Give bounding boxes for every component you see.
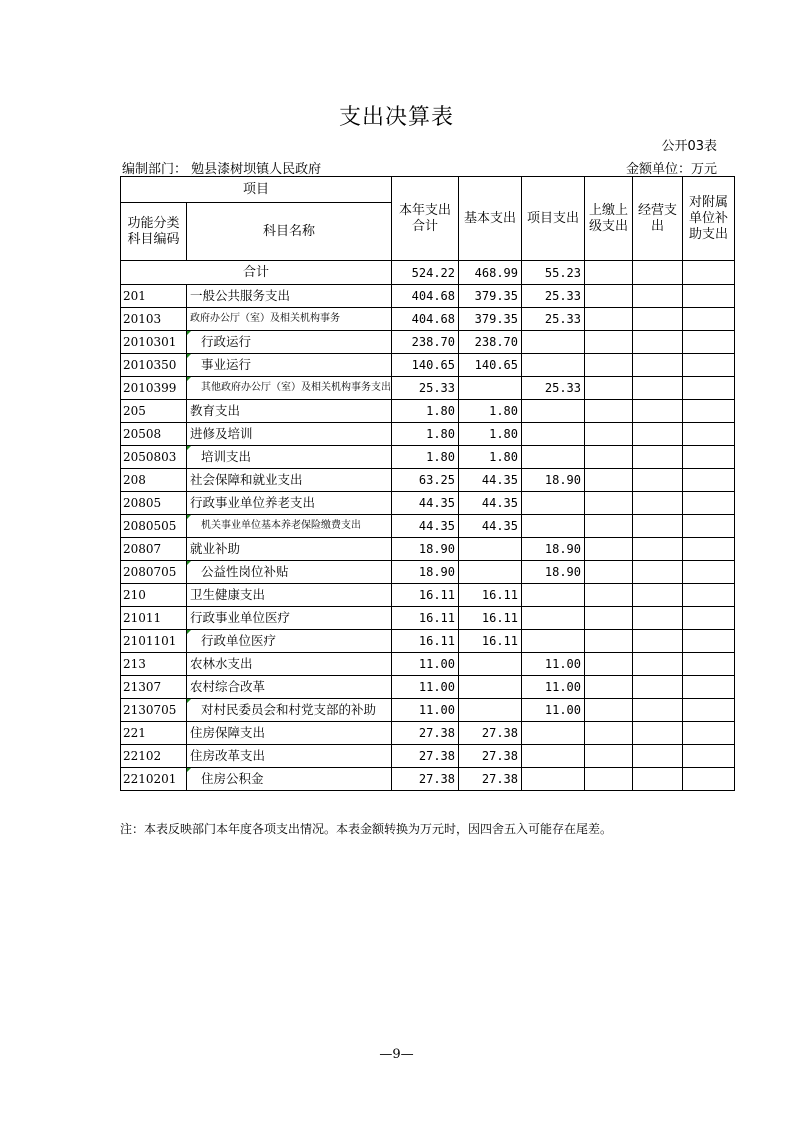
row-project: 18.90 [522, 538, 585, 561]
row-subsidy [683, 630, 735, 653]
row-operating [633, 308, 683, 331]
row-total: 11.00 [392, 699, 459, 722]
row-project [522, 400, 585, 423]
row-total: 238.70 [392, 331, 459, 354]
row-upper [585, 446, 633, 469]
row-name [187, 377, 392, 400]
table-row [121, 538, 735, 561]
row-subsidy [683, 285, 735, 308]
row-upper [585, 538, 633, 561]
row-code: 2010301 [121, 331, 187, 354]
row-project [522, 354, 585, 377]
row-upper [585, 745, 633, 768]
row-upper [585, 768, 633, 791]
row-subsidy [683, 423, 735, 446]
form-code: 公开03表 [661, 139, 717, 154]
row-operating [633, 446, 683, 469]
header-basic: 基本支出 [459, 177, 522, 261]
row-subsidy [683, 377, 735, 400]
row-name-text: 就业补助 [190, 541, 241, 556]
total-project: 55.23 [522, 261, 585, 285]
row-basic: 27.38 [459, 768, 522, 791]
row-operating [633, 515, 683, 538]
row-total: 1.80 [392, 400, 459, 423]
row-code: 20103 [121, 308, 187, 331]
cell-marker-icon [187, 331, 191, 335]
header-operating: 经营支 出 [633, 177, 683, 261]
row-code: 20807 [121, 538, 187, 561]
total-upper [585, 261, 633, 285]
row-total: 18.90 [392, 538, 459, 561]
cell-marker-icon [187, 354, 191, 358]
row-code: 205 [121, 400, 187, 423]
row-project [522, 492, 585, 515]
row-name [187, 354, 392, 377]
row-subsidy [683, 492, 735, 515]
row-operating [633, 331, 683, 354]
row-project: 11.00 [522, 653, 585, 676]
row-total: 16.11 [392, 630, 459, 653]
row-upper [585, 561, 633, 584]
row-basic: 16.11 [459, 630, 522, 653]
row-name [187, 400, 392, 423]
row-total: 16.11 [392, 584, 459, 607]
row-name-text: 其他政府办公厅（室）及相关机构事务支出 [201, 382, 391, 393]
table-row [121, 354, 735, 377]
row-project: 25.33 [522, 285, 585, 308]
row-total: 44.35 [392, 492, 459, 515]
row-total: 404.68 [392, 308, 459, 331]
row-name [187, 492, 392, 515]
row-total: 1.80 [392, 446, 459, 469]
row-name [187, 515, 392, 538]
row-basic: 16.11 [459, 607, 522, 630]
row-name [187, 584, 392, 607]
row-subsidy [683, 400, 735, 423]
row-total: 27.38 [392, 722, 459, 745]
row-name-text: 行政事业单位医疗 [190, 610, 291, 625]
row-project [522, 630, 585, 653]
row-subsidy [683, 561, 735, 584]
row-operating [633, 653, 683, 676]
table-row [121, 653, 735, 676]
header-name: 科目名称 [187, 203, 392, 261]
row-name-text: 机关事业单位基本养老保险缴费支出 [201, 520, 361, 531]
row-project [522, 607, 585, 630]
unit-label: 金额单位：万元 [625, 162, 717, 177]
row-upper [585, 676, 633, 699]
row-basic [459, 561, 522, 584]
cell-marker-icon [187, 561, 191, 565]
row-name-text: 事业运行 [201, 357, 252, 372]
table-row [121, 699, 735, 722]
row-subsidy [683, 538, 735, 561]
table-row [121, 745, 735, 768]
row-code: 210 [121, 584, 187, 607]
row-subsidy [683, 354, 735, 377]
row-basic: 27.38 [459, 722, 522, 745]
row-basic: 44.35 [459, 515, 522, 538]
row-basic [459, 538, 522, 561]
row-name-text: 培训支出 [201, 449, 252, 464]
table-row [121, 377, 735, 400]
row-subsidy [683, 676, 735, 699]
cell-marker-icon [187, 630, 191, 634]
row-code: 2080705 [121, 561, 187, 584]
row-operating [633, 285, 683, 308]
row-basic: 1.80 [459, 446, 522, 469]
table-row [121, 423, 735, 446]
header-upper: 上缴上 级支出 [585, 177, 633, 261]
row-upper [585, 699, 633, 722]
row-name [187, 538, 392, 561]
row-basic: 379.35 [459, 308, 522, 331]
row-total: 140.65 [392, 354, 459, 377]
expenditure-table [120, 176, 735, 791]
row-project [522, 331, 585, 354]
row-operating [633, 400, 683, 423]
row-subsidy [683, 745, 735, 768]
header-project: 项目支出 [522, 177, 585, 261]
row-name [187, 423, 392, 446]
page-number: —9— [379, 1047, 414, 1062]
table-row [121, 722, 735, 745]
row-name [187, 469, 392, 492]
table-row [121, 469, 735, 492]
row-name [187, 699, 392, 722]
row-upper [585, 400, 633, 423]
row-total: 404.68 [392, 285, 459, 308]
row-total: 18.90 [392, 561, 459, 584]
row-basic [459, 676, 522, 699]
header-code: 功能分类 科目编码 [121, 203, 187, 261]
table-row [121, 515, 735, 538]
row-total: 11.00 [392, 653, 459, 676]
row-operating [633, 377, 683, 400]
table-row [121, 308, 735, 331]
row-subsidy [683, 607, 735, 630]
row-name-text: 农村综合改革 [190, 679, 266, 694]
table-row [121, 561, 735, 584]
row-basic [459, 653, 522, 676]
row-project: 25.33 [522, 377, 585, 400]
row-basic: 1.80 [459, 400, 522, 423]
row-total: 11.00 [392, 676, 459, 699]
row-basic: 379.35 [459, 285, 522, 308]
row-code: 20805 [121, 492, 187, 515]
row-name [187, 308, 392, 331]
cell-marker-icon [187, 768, 191, 772]
row-project [522, 768, 585, 791]
row-code: 2010350 [121, 354, 187, 377]
row-name-text: 对村民委员会和村党支部的补助 [201, 702, 377, 717]
page-title: 支出决算表 [338, 105, 454, 130]
row-code: 2101101 [121, 630, 187, 653]
row-name [187, 607, 392, 630]
row-code: 21011 [121, 607, 187, 630]
row-operating [633, 745, 683, 768]
row-upper [585, 285, 633, 308]
row-total: 44.35 [392, 515, 459, 538]
row-basic: 238.70 [459, 331, 522, 354]
row-subsidy [683, 469, 735, 492]
row-project [522, 515, 585, 538]
row-name [187, 630, 392, 653]
row-operating [633, 699, 683, 722]
row-operating [633, 423, 683, 446]
table-row [121, 331, 735, 354]
cell-marker-icon [187, 699, 191, 703]
table-row [121, 630, 735, 653]
row-code: 22102 [121, 745, 187, 768]
row-subsidy [683, 699, 735, 722]
row-operating [633, 607, 683, 630]
row-code: 2210201 [121, 768, 187, 791]
row-project [522, 446, 585, 469]
table-row [121, 607, 735, 630]
row-name-text: 住房改革支出 [190, 748, 266, 763]
row-operating [633, 722, 683, 745]
row-total: 27.38 [392, 768, 459, 791]
row-subsidy [683, 722, 735, 745]
row-basic: 16.11 [459, 584, 522, 607]
table-row [121, 400, 735, 423]
row-basic: 27.38 [459, 745, 522, 768]
header-item: 项目 [121, 177, 392, 203]
row-basic: 1.80 [459, 423, 522, 446]
row-name [187, 331, 392, 354]
row-upper [585, 653, 633, 676]
cell-marker-icon [187, 377, 191, 381]
row-operating [633, 768, 683, 791]
row-project [522, 423, 585, 446]
row-name [187, 653, 392, 676]
row-project [522, 722, 585, 745]
total-label: 合计 [121, 261, 392, 285]
header-total: 本年支出 合计 [392, 177, 459, 261]
row-upper [585, 607, 633, 630]
row-subsidy [683, 768, 735, 791]
row-upper [585, 584, 633, 607]
header-subsidy: 对附属 单位补 助支出 [683, 177, 735, 261]
row-code: 208 [121, 469, 187, 492]
row-name-text: 社会保障和就业支出 [190, 472, 303, 487]
row-upper [585, 469, 633, 492]
row-upper [585, 377, 633, 400]
row-basic [459, 377, 522, 400]
row-basic [459, 699, 522, 722]
row-name [187, 446, 392, 469]
row-operating [633, 492, 683, 515]
row-name-text: 行政运行 [201, 334, 252, 349]
row-name-text: 行政事业单位养老支出 [190, 495, 316, 510]
row-name-text: 住房公积金 [201, 771, 264, 786]
row-upper [585, 423, 633, 446]
row-code: 201 [121, 285, 187, 308]
row-project: 18.90 [522, 469, 585, 492]
total-basic: 468.99 [459, 261, 522, 285]
row-total: 1.80 [392, 423, 459, 446]
row-name-text: 农林水支出 [190, 656, 253, 671]
row-code: 21307 [121, 676, 187, 699]
row-subsidy [683, 331, 735, 354]
row-code: 221 [121, 722, 187, 745]
cell-marker-icon [187, 515, 191, 519]
row-operating [633, 561, 683, 584]
row-name [187, 768, 392, 791]
row-project: 11.00 [522, 676, 585, 699]
row-code: 20508 [121, 423, 187, 446]
row-name-text: 教育支出 [190, 403, 241, 418]
row-operating [633, 538, 683, 561]
row-subsidy [683, 308, 735, 331]
table-row [121, 584, 735, 607]
row-subsidy [683, 653, 735, 676]
cell-marker-icon [187, 446, 191, 450]
row-name-text: 政府办公厅（室）及相关机构事务 [190, 313, 340, 324]
footnote: 注：本表反映部门本年度各项支出情况。本表金额转换为万元时，因四舍五入可能存在尾差。 [120, 822, 613, 836]
row-code: 2130705 [121, 699, 187, 722]
row-operating [633, 354, 683, 377]
row-name [187, 745, 392, 768]
row-name [187, 676, 392, 699]
row-code: 2010399 [121, 377, 187, 400]
row-code: 2080505 [121, 515, 187, 538]
row-project: 11.00 [522, 699, 585, 722]
row-name [187, 285, 392, 308]
table-row [121, 285, 735, 308]
row-name-text: 一般公共服务支出 [190, 288, 291, 303]
total-operating [633, 261, 683, 285]
row-subsidy [683, 446, 735, 469]
row-total: 25.33 [392, 377, 459, 400]
row-upper [585, 331, 633, 354]
row-operating [633, 676, 683, 699]
row-code: 2050803 [121, 446, 187, 469]
row-upper [585, 630, 633, 653]
row-name [187, 561, 392, 584]
row-project: 25.33 [522, 308, 585, 331]
table-row [121, 446, 735, 469]
row-code: 213 [121, 653, 187, 676]
row-operating [633, 469, 683, 492]
row-subsidy [683, 584, 735, 607]
row-name [187, 722, 392, 745]
table-row [121, 492, 735, 515]
department-label: 编制部门： 勉县漆树坝镇人民政府 [122, 162, 322, 177]
total-amount: 524.22 [392, 261, 459, 285]
row-basic: 140.65 [459, 354, 522, 377]
row-upper [585, 308, 633, 331]
row-operating [633, 584, 683, 607]
row-name-text: 住房保障支出 [190, 725, 266, 740]
row-project [522, 584, 585, 607]
row-upper [585, 722, 633, 745]
table-row [121, 768, 735, 791]
row-total: 27.38 [392, 745, 459, 768]
row-basic: 44.35 [459, 492, 522, 515]
row-name-text: 公益性岗位补贴 [201, 564, 289, 579]
row-upper [585, 515, 633, 538]
row-total: 63.25 [392, 469, 459, 492]
row-project: 18.90 [522, 561, 585, 584]
row-upper [585, 492, 633, 515]
row-name-text: 卫生健康支出 [190, 587, 266, 602]
row-project [522, 745, 585, 768]
table-row [121, 676, 735, 699]
row-name-text: 行政单位医疗 [201, 633, 277, 648]
row-subsidy [683, 515, 735, 538]
row-total: 16.11 [392, 607, 459, 630]
total-subsidy [683, 261, 735, 285]
row-operating [633, 630, 683, 653]
row-basic: 44.35 [459, 469, 522, 492]
row-upper [585, 354, 633, 377]
row-name-text: 进修及培训 [190, 426, 253, 441]
